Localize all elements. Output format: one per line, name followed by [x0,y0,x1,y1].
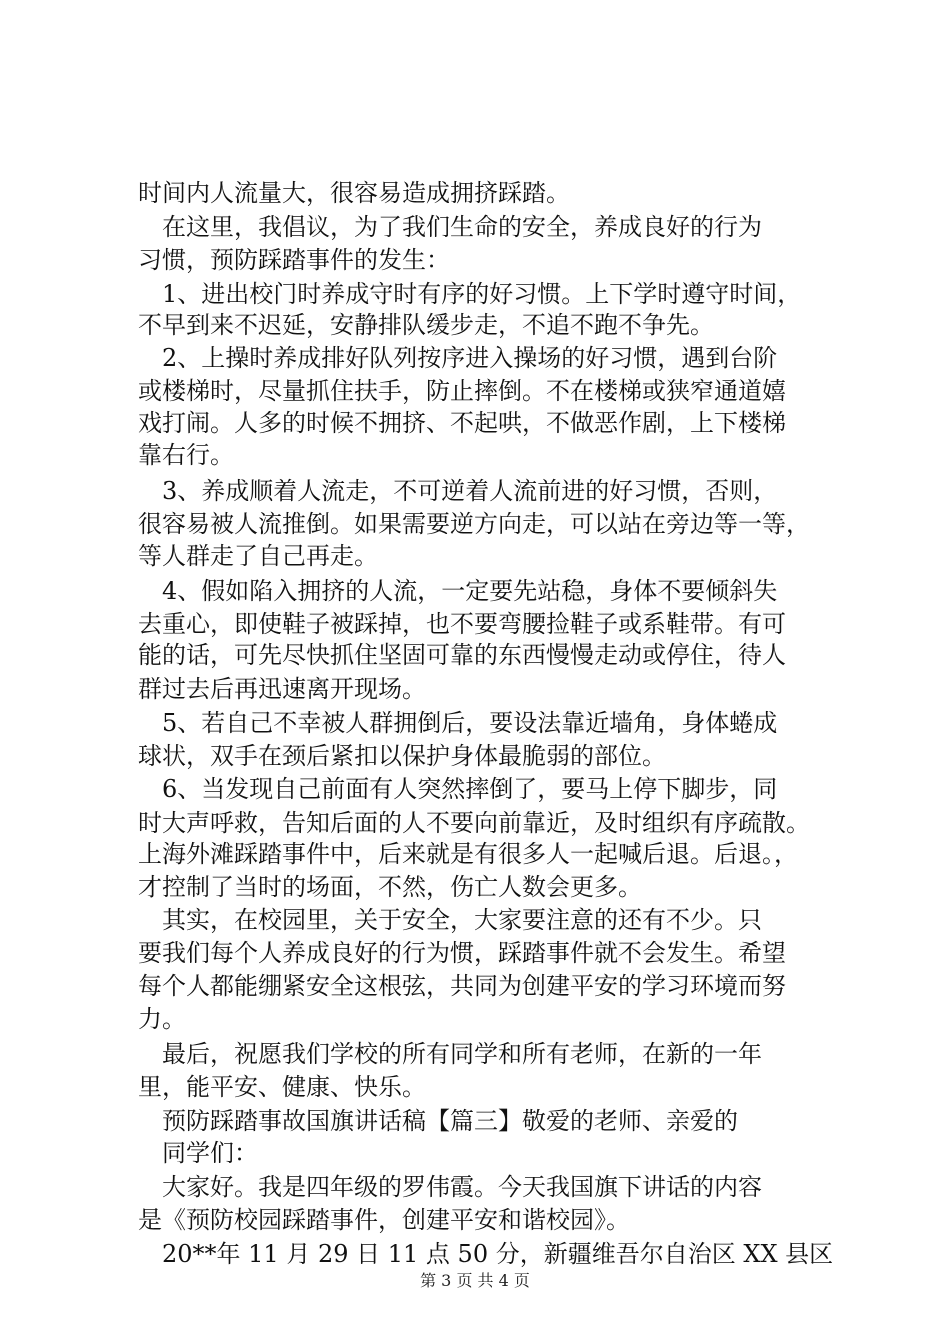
paragraph-line: 力。 [138,1005,186,1033]
paragraph-line: 在这里，我倡议，为了我们生命的安全，养成良好的行为 [138,213,762,241]
paragraph-line: 每个人都能绷紧安全这根弦，共同为创建平安的学习环境而努 [138,972,786,1000]
paragraph-line: 最后，祝愿我们学校的所有同学和所有老师，在新的一年 [138,1040,762,1068]
paragraph-line: 大家好。我是四年级的罗伟霞。今天我国旗下讲话的内容 [138,1173,762,1201]
paragraph-line: 时大声呼救，告知后面的人不要向前靠近，及时组织有序疏散。 [138,809,810,837]
paragraph-line: 等人群走了自己再走。 [138,542,378,570]
paragraph-line: 2、上操时养成排好队列按序进入操场的好习惯，遇到台阶 [138,344,778,372]
paragraph-line: 预防踩踏事故国旗讲话稿【篇三】敬爱的老师、亲爱的 [138,1107,738,1135]
paragraph-line: 4、假如陷入拥挤的人流，一定要先站稳，身体不要倾斜失 [138,577,778,605]
paragraph-line: 不早到来不迟延，安静排队缓步走，不追不跑不争先。 [138,311,714,339]
paragraph-line: 同学们： [138,1139,258,1167]
paragraph-line: 要我们每个人养成良好的行为惯，踩踏事件就不会发生。希望 [138,939,786,967]
paragraph-line: 球状，双手在颈后紧扣以保护身体最脆弱的部位。 [138,742,666,770]
paragraph-line: 群过去后再迅速离开现场。 [138,675,426,703]
paragraph-line: 5、若自己不幸被人群拥倒后，要设法靠近墙角，身体蜷成 [138,709,778,737]
paragraph-line: 20**年 11 月 29 日 11 点 50 分，新疆维吾尔自治区 XX 县区 [138,1240,834,1268]
paragraph-line: 靠右行。 [138,441,234,469]
paragraph-line: 时间内人流量大，很容易造成拥挤踩踏。 [138,179,570,207]
page-footer: 第 3 页 共 4 页 [420,1271,530,1290]
paragraph-line: 戏打闹。人多的时候不拥挤、不起哄，不做恶作剧，上下楼梯 [138,409,786,437]
paragraph-line: 是《预防校园踩踏事件，创建平安和谐校园》。 [138,1206,630,1234]
paragraph-line: 3、养成顺着人流走，不可逆着人流前进的好习惯，否则， [138,477,778,505]
paragraph-line: 1、进出校门时养成守时有序的好习惯。上下学时遵守时间， [138,280,802,308]
paragraph-line: 或楼梯时，尽量抓住扶手，防止摔倒。不在楼梯或狭窄通道嬉 [138,377,786,405]
paragraph-line: 去重心，即使鞋子被踩掉，也不要弯腰捡鞋子或系鞋带。有可 [138,610,786,638]
paragraph-line: 6、当发现自己前面有人突然摔倒了，要马上停下脚步，同 [138,775,778,803]
paragraph-line: 能的话，可先尽快抓住坚固可靠的东西慢慢走动或停住，待人 [138,641,786,669]
paragraph-line: 里，能平安、健康、快乐。 [138,1073,426,1101]
paragraph-line: 才控制了当时的场面，不然，伤亡人数会更多。 [138,873,642,901]
paragraph-line: 其实，在校园里，关于安全，大家要注意的还有不少。只 [138,906,762,934]
paragraph-line: 习惯，预防踩踏事件的发生： [138,246,450,274]
paragraph-line: 很容易被人流推倒。如果需要逆方向走，可以站在旁边等一等， [138,510,810,538]
paragraph-line: 上海外滩踩踏事件中，后来就是有很多人一起喊后退。后退。， [138,840,798,868]
